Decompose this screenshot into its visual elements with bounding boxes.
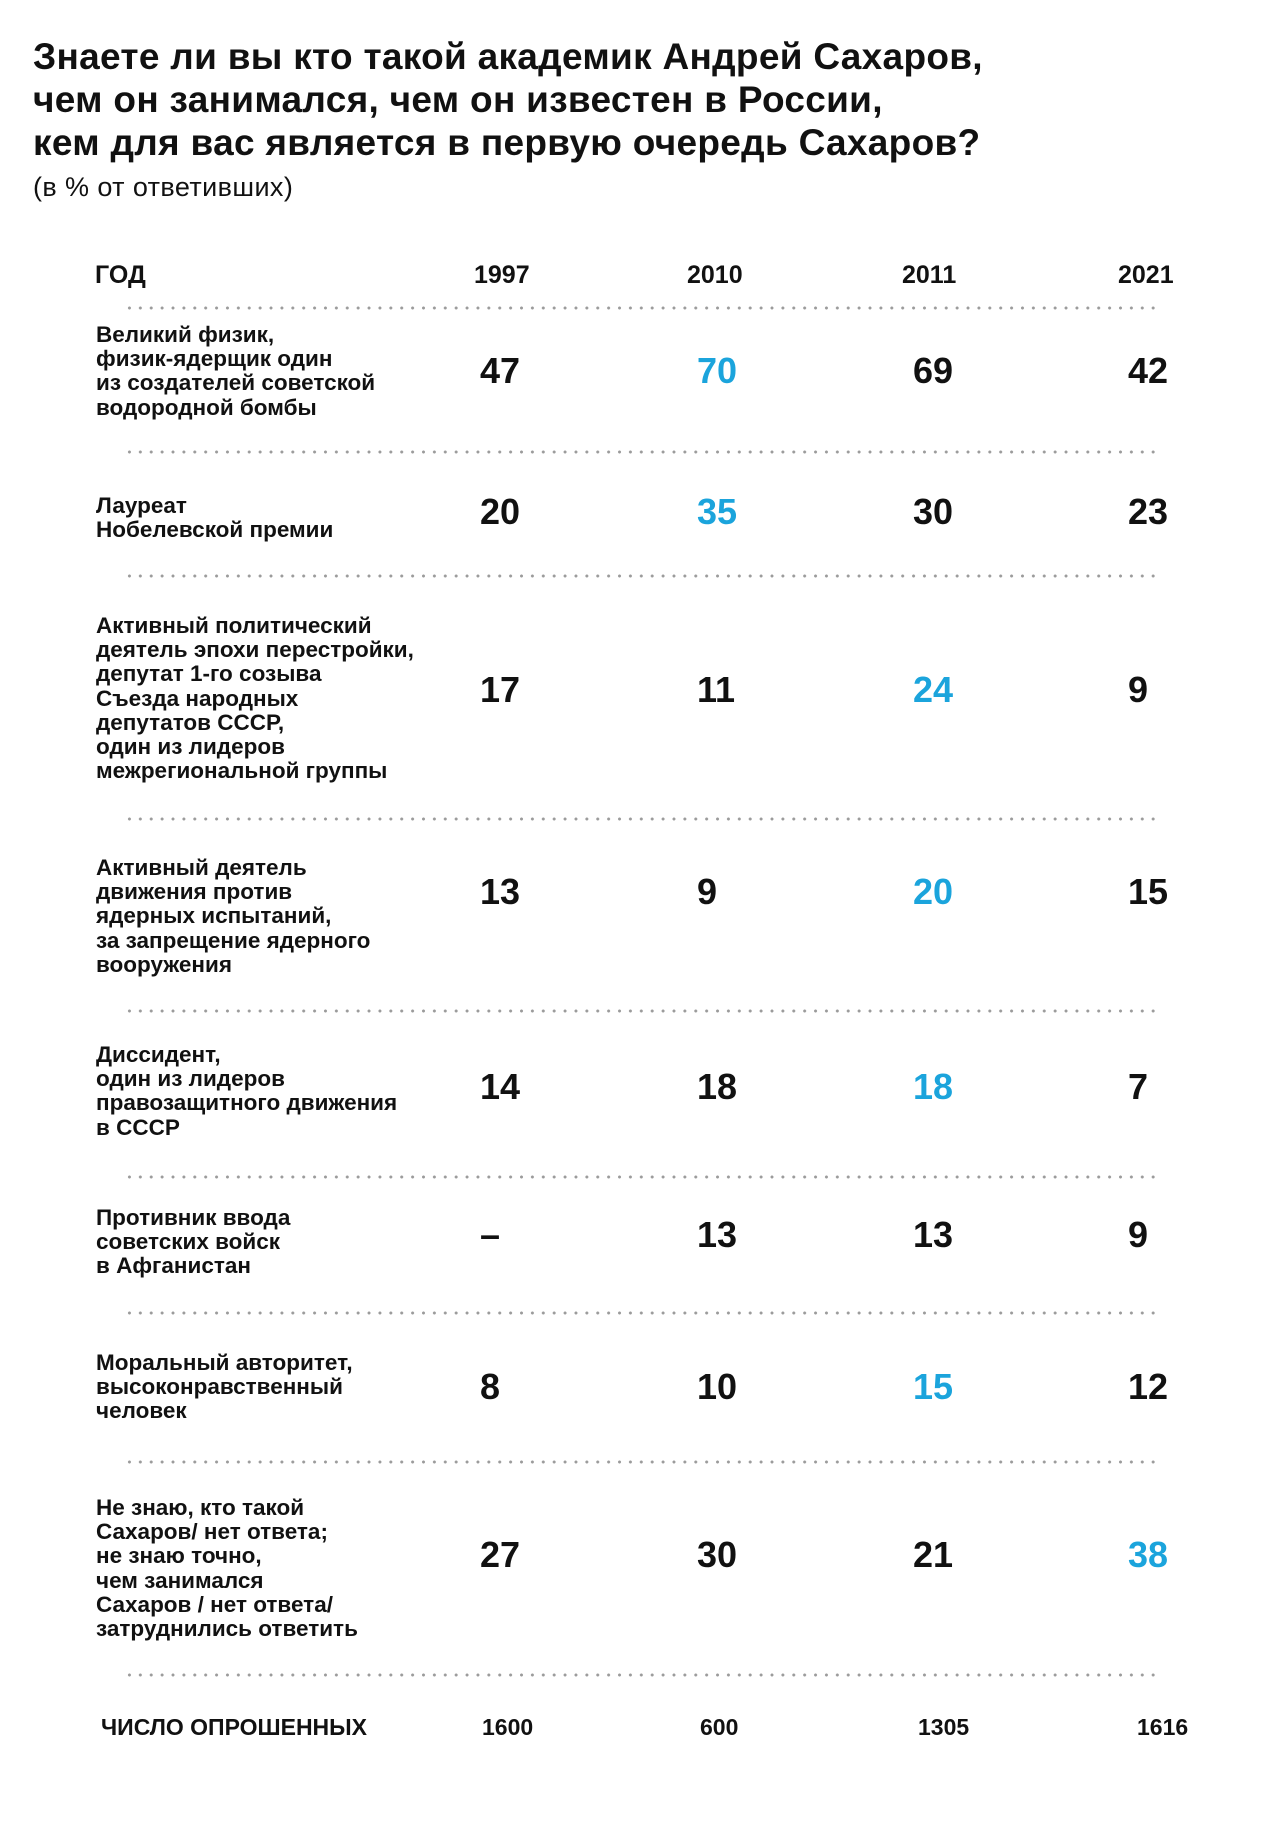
row-label: Диссидент, один из лидеров правозащитного движения в СССР: [96, 1042, 398, 1140]
dotted-divider: [124, 450, 1156, 454]
value-1997: 27: [480, 1534, 521, 1575]
row-label: Противник ввода советских войск в Афганистан: [96, 1205, 291, 1279]
row-label: Великий физик, физик-ядерщик один из создателей советской водородной бомбы: [96, 322, 376, 420]
value-1997: 17: [480, 669, 521, 710]
row-label: Не знаю, кто такой Сахаров/ нет ответа; не знаю точно, чем занимался Сахаров / нет ответа/ затруднились ответить: [96, 1495, 358, 1642]
value-2021: 23: [1128, 491, 1169, 532]
chart-subtitle: (в % от ответивших): [33, 172, 294, 202]
value-2021: 7: [1128, 1066, 1149, 1107]
value-1997: 14: [480, 1066, 521, 1107]
column-header-2010: 2010: [687, 261, 743, 289]
row-label: Моральный авторитет, высоконравственный человек: [96, 1350, 353, 1424]
value-2010: 10: [697, 1366, 738, 1407]
row-values: [0, 1067, 1280, 1107]
dotted-divider: [124, 1311, 1156, 1315]
footer-label: ЧИСЛО ОПРОШЕННЫХ: [101, 1714, 368, 1740]
footer-value-2010: 600: [700, 1714, 739, 1740]
value-2010: 35: [697, 491, 738, 532]
value-2021: 9: [1128, 1214, 1149, 1255]
dotted-divider: [124, 1673, 1156, 1677]
value-2021: 9: [1128, 669, 1149, 710]
dotted-divider: [124, 306, 1156, 310]
value-2010: 9: [697, 871, 718, 912]
value-2021: 15: [1128, 871, 1169, 912]
value-2021: 38: [1128, 1534, 1169, 1575]
value-1997: 13: [480, 871, 521, 912]
row-values: [0, 351, 1280, 391]
value-2010: 70: [697, 350, 738, 391]
row-values: [0, 1215, 1280, 1255]
value-2010: 13: [697, 1214, 738, 1255]
value-2011: 15: [913, 1366, 954, 1407]
column-header-1997: 1997: [474, 261, 530, 289]
value-1997: 20: [480, 491, 521, 532]
value-2010: 18: [697, 1066, 738, 1107]
row-values: [0, 670, 1280, 710]
dotted-divider: [124, 1460, 1156, 1464]
value-2011: 18: [913, 1066, 954, 1107]
value-1997: –: [480, 1214, 501, 1255]
footer-value-1997: 1600: [482, 1714, 534, 1740]
row-values: [0, 492, 1280, 532]
dotted-divider: [124, 574, 1156, 578]
value-1997: 47: [480, 350, 521, 391]
footer-value-2021: 1616: [1137, 1714, 1189, 1740]
value-2011: 30: [913, 491, 954, 532]
value-1997: 8: [480, 1366, 501, 1407]
column-header-2021: 2021: [1118, 261, 1174, 289]
footer-value-2011: 1305: [918, 1714, 970, 1740]
row-values: [0, 1535, 1280, 1575]
row-label: Активный политический деятель эпохи перестройки, депутат 1-го созыва Съезда народных депутатов СССР, один из лидеров межрегиональной группы: [96, 613, 414, 784]
row-label: Лауреат Нобелевской премии: [96, 493, 334, 543]
value-2011: 69: [913, 350, 954, 391]
chart-title: Знаете ли вы кто такой академик Андрей Сахаров, чем он занимался, чем он известен в России, кем для вас является в первую очередь Сахаров?: [33, 36, 983, 163]
value-2021: 12: [1128, 1366, 1169, 1407]
value-2010: 30: [697, 1534, 738, 1575]
dotted-divider: [124, 817, 1156, 821]
value-2021: 42: [1128, 350, 1169, 391]
value-2010: 11: [697, 669, 736, 710]
row-label: Активный деятель движения против ядерных испытаний, за запрещение ядерного вооружения: [96, 855, 371, 977]
row-values: [0, 872, 1280, 912]
value-2011: 21: [913, 1534, 954, 1575]
header-label: ГОД: [95, 261, 146, 289]
value-2011: 13: [913, 1214, 954, 1255]
dotted-divider: [124, 1175, 1156, 1179]
column-header-2011: 2011: [902, 261, 957, 289]
value-2011: 20: [913, 871, 954, 912]
value-2011: 24: [913, 669, 954, 710]
dotted-divider: [124, 1009, 1156, 1013]
row-values: [0, 1367, 1280, 1407]
